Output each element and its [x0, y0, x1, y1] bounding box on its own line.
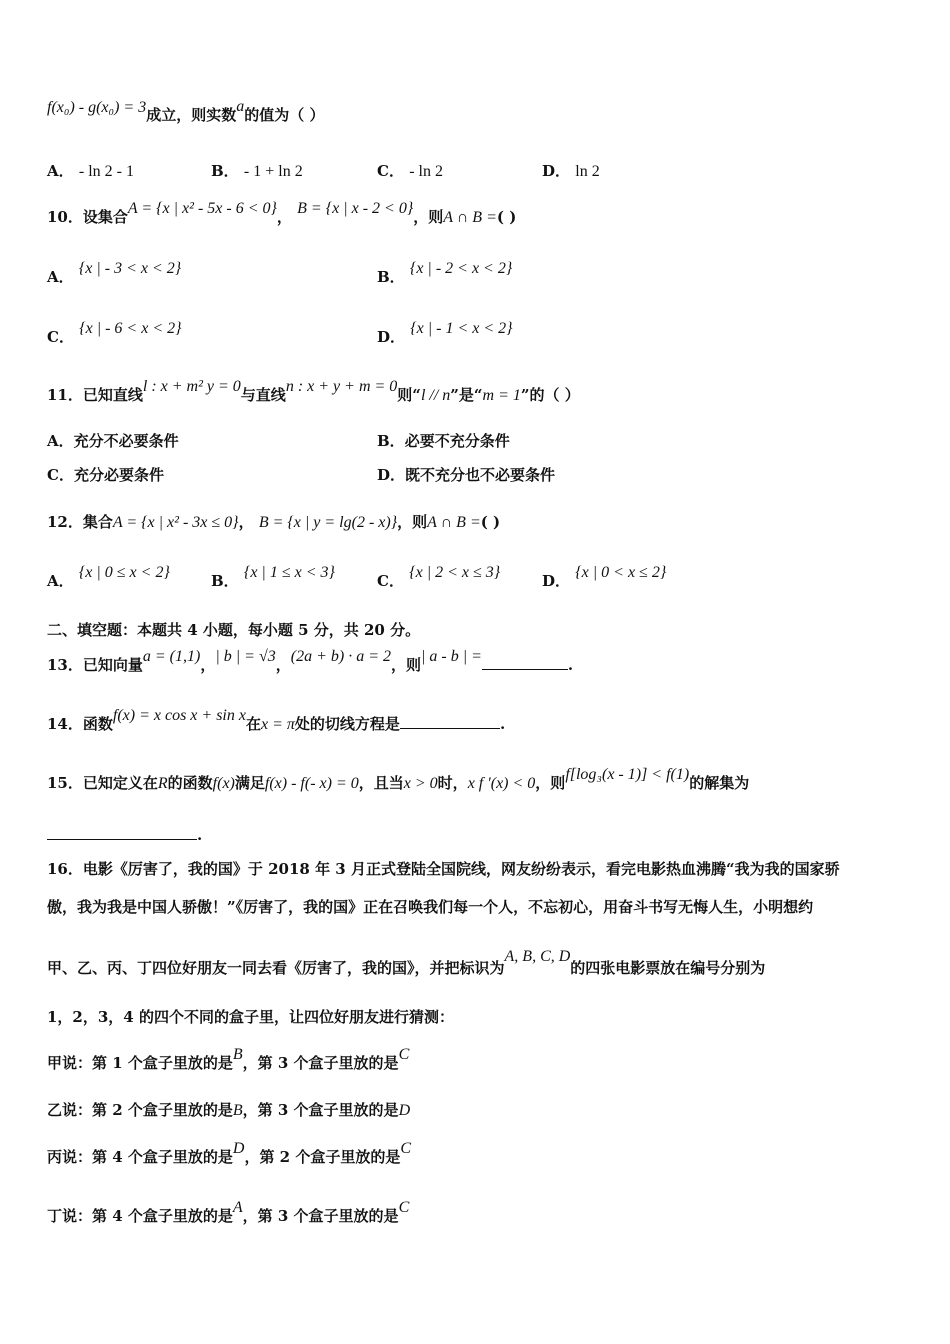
q12-stem: 12．集合A = {x | x² - 3x ≤ 0}， B = {x | y = lg(2 - x)}，则A ∩ B =( )	[47, 513, 501, 531]
q16-guess-yi: 乙说：第 2 个盒子里放的是B，第 3 个盒子里放的是D	[47, 1101, 411, 1119]
q15-answer-line: .	[47, 824, 202, 846]
q11-option-c[interactable]: C．充分必要条件	[47, 466, 164, 484]
q11-option-a[interactable]: A．充分不必要条件	[47, 432, 179, 450]
q16-guess-bing: 丙说：第 4 个盒子里放的是D，第 2 个盒子里放的是C	[47, 1140, 412, 1166]
q16-line-1: 16．电影《厉害了，我的国》于 2018 年 3 月正式登陆全国院线，网友纷纷表示，看完电影热血沸腾“我为我的国家骄	[47, 860, 840, 878]
q9-option-c[interactable]: C． - ln 2	[377, 162, 443, 180]
q12-option-a[interactable]: A． {x | 0 ≤ x < 2}	[47, 564, 170, 590]
q10-option-b[interactable]: B． {x | - 2 < x < 2}	[377, 260, 513, 286]
q15-answer-blank[interactable]	[47, 825, 197, 840]
q9-option-a[interactable]: A． - ln 2 - 1	[47, 162, 134, 180]
q11-option-b[interactable]: B．必要不充分条件	[377, 432, 510, 450]
q16-guess-ding: 丁说：第 4 个盒子里放的是A，第 3 个盒子里放的是C	[47, 1199, 410, 1225]
q13-answer-blank[interactable]	[482, 655, 568, 670]
q9-stem: f(x₀) - g(x₀) = 3成立，则实数a的值为（ ）	[47, 98, 325, 124]
q9-option-b[interactable]: B． - 1 + ln 2	[211, 162, 303, 180]
q16-guess-jia: 甲说：第 1 个盒子里放的是B，第 3 个盒子里放的是C	[47, 1046, 410, 1072]
q10-option-a[interactable]: A． {x | - 3 < x < 2}	[47, 260, 182, 286]
q9-option-d[interactable]: D． ln 2	[542, 162, 600, 180]
q11-stem: 11．已知直线l : x + m² y = 0与直线n : x + y + m = 0则“l // n”是“m = 1”的（ ）	[47, 378, 580, 404]
q13-stem: 13．已知向量a = (1,1)，| b | = √3，(2a + b) · a = 2，则| a - b | = .	[47, 648, 574, 674]
q10-option-c[interactable]: C． {x | - 6 < x < 2}	[47, 320, 182, 346]
q10-option-d[interactable]: D． {x | - 1 < x < 2}	[377, 320, 513, 346]
q12-option-d[interactable]: D． {x | 0 < x ≤ 2}	[542, 564, 667, 590]
q14-stem: 14．函数f(x) = x cos x + sin x在x = π处的切线方程是 .	[47, 707, 506, 733]
q11-option-d[interactable]: D．既不充分也不必要条件	[377, 466, 556, 484]
q16-line-2: 傲，我为我是中国人骄傲！”《厉害了，我的国》正在召唤我们每一个人，不忘初心，用奋斗书写无悔人生，小明想约	[47, 898, 814, 916]
section-heading: 二、填空题：本题共 4 小题，每小题 5 分，共 20 分。	[47, 621, 421, 639]
q16-line-3: 甲、乙、丙、丁四位好朋友一同去看《厉害了，我的国》，并把标识为A, B, C, D的四张电影票放在编号分别为	[47, 948, 766, 977]
q12-option-c[interactable]: C． {x | 2 < x ≤ 3}	[377, 564, 501, 590]
q12-option-b[interactable]: B． {x | 1 ≤ x < 3}	[211, 564, 335, 590]
q16-line-4: 1，2，3，4 的四个不同的盒子里，让四位好朋友进行猜测：	[47, 1008, 454, 1026]
q9-condition: f(x₀) - g(x₀) = 3	[47, 99, 147, 116]
q10-stem: 10．设集合A = {x | x² - 5x - 6 < 0}， B = {x | x - 2 < 0}，则A ∩ B =( )	[47, 200, 517, 226]
q14-answer-blank[interactable]	[400, 714, 500, 729]
q15-stem: 15．已知定义在R的函数f(x)满足f(x) - f(- x) = 0，且当x > 0时，x f ′(x) < 0，则f[log₃(x - 1)] < f(1)的解集为	[47, 766, 750, 792]
